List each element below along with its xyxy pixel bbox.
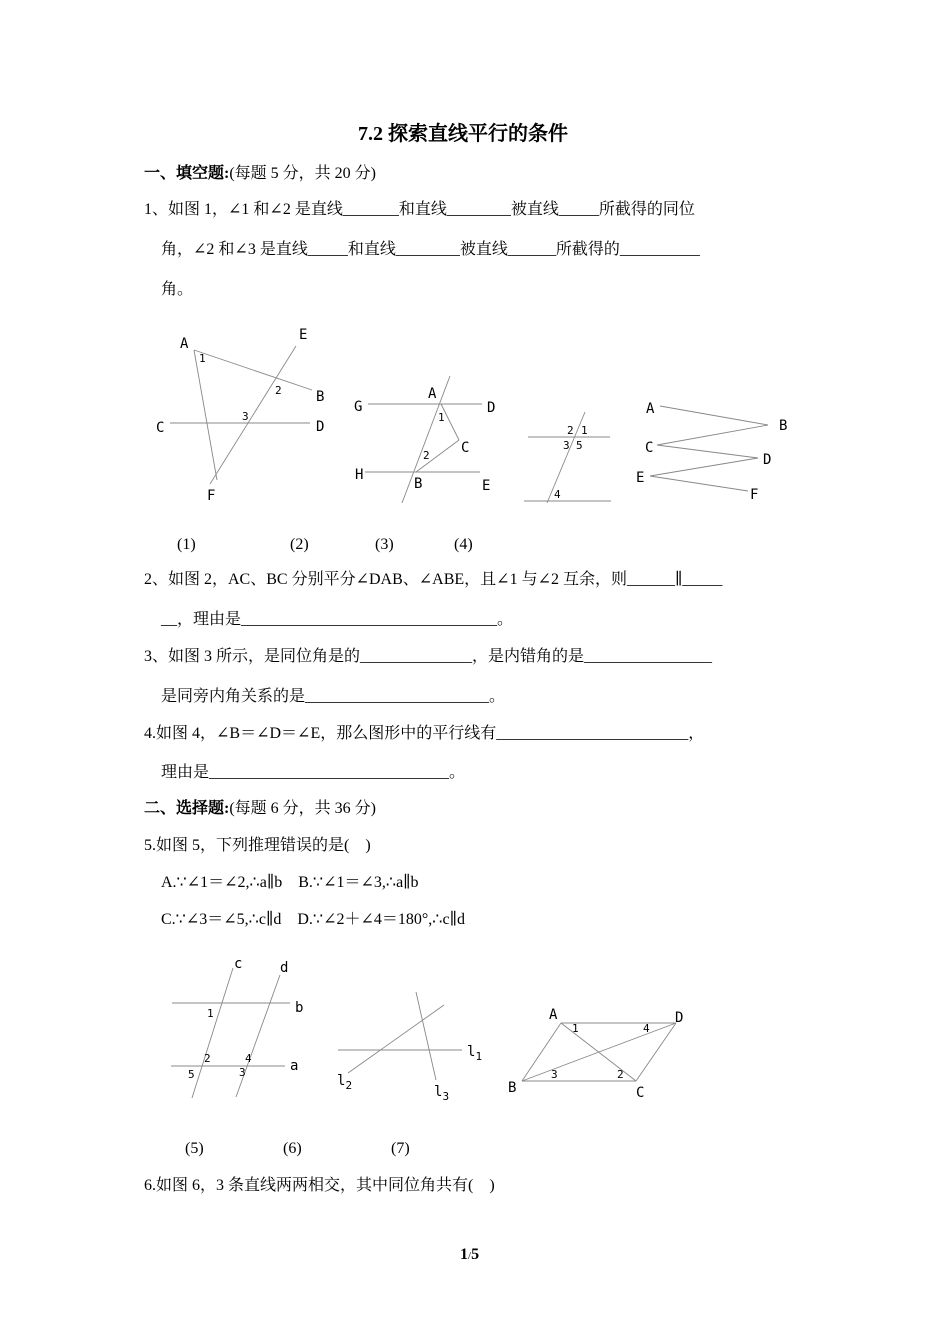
fig2-label-g: G [354, 399, 363, 415]
q6-stem: 6.如图 6，3 条直线两两相交，其中同位角共有( ) [144, 1177, 495, 1194]
figure-1 [156, 327, 324, 504]
fig4-label-d: D [763, 452, 772, 468]
caption-fig2: (2) [290, 536, 309, 553]
fig6-label-l1 [467, 1044, 482, 1063]
fig7-label-c: C [636, 1085, 645, 1101]
fig3-angle-3: 3 [563, 439, 570, 452]
fig4-label-b: B [779, 418, 788, 434]
fig1-label-a: A [180, 336, 189, 352]
line-de [650, 458, 758, 476]
transversal [547, 412, 585, 503]
q4-line1: 4.如图 4，∠B＝∠D＝∠E，那么图形中的平行线有________________________， [144, 725, 705, 742]
line-cd [657, 445, 758, 458]
fig7-angle-2: 2 [617, 1068, 624, 1081]
fig4-label-f: F [750, 487, 759, 503]
q3-line2: 是同旁内角关系的是_______________________。 [161, 688, 506, 705]
fig5-angle-2: 2 [204, 1052, 211, 1065]
q1-line1: 1、如图 1，∠1 和∠2 是直线_______和直线________被直线_____所截得的同位 [144, 201, 695, 218]
caption-fig3: (3) [375, 536, 394, 553]
q1-line2: 角，∠2 和∠3 是直线_____和直线________被直线______所截得的__________ [161, 241, 700, 258]
fig1-label-c: C [156, 420, 165, 436]
q4-line2: 理由是______________________________。 [161, 764, 466, 781]
fig3-angle-1: 1 [581, 424, 588, 437]
fig2-angle-2: 2 [423, 449, 430, 462]
fig5-angle-5: 5 [188, 1068, 195, 1081]
line-ef [650, 476, 748, 491]
line-dc [636, 1023, 676, 1081]
line-l2 [348, 1005, 444, 1073]
fig2-label-a: A [428, 386, 437, 402]
fig4-label-e: E [636, 470, 645, 486]
fig5-angle-1: 1 [207, 1007, 214, 1020]
caption-fig1: (1) [177, 536, 196, 553]
section-2-note: (每题 6 分，共 36 分) [229, 800, 377, 817]
fig7-angle-4: 4 [643, 1022, 650, 1035]
page-number [460, 1245, 479, 1266]
line-af [194, 350, 217, 480]
q1-line3: 角。 [161, 281, 194, 298]
fig6-label-l3 [434, 1084, 449, 1103]
q5-options-ab: A.∵∠1＝∠2,∴a∥b B.∵∠1＝∠3,∴a∥b [161, 874, 419, 891]
fig5-label-d: d [280, 960, 289, 976]
fig1-label-b: B [316, 389, 325, 405]
caption-fig4: (4) [454, 536, 473, 553]
figure-7 [508, 1007, 683, 1101]
fig7-label-a: A [549, 1007, 558, 1023]
figure-4 [636, 401, 787, 503]
page-title: 7.2 探索直线平行的条件 [358, 123, 568, 145]
section-2-header [144, 799, 376, 819]
l3-base: l [434, 1084, 443, 1100]
fig5-label-c: c [234, 956, 243, 972]
fig5-angle-3: 3 [239, 1066, 246, 1079]
l2-subscript: 2 [345, 1079, 353, 1092]
q5-options-cd: C.∵∠3＝∠5,∴c∥d D.∵∠2＋∠4＝180°,∴c∥d [161, 911, 465, 928]
figure-2 [354, 376, 495, 503]
diagonal-bd [522, 1023, 676, 1081]
line-ab [194, 350, 312, 390]
l1-base: l [467, 1044, 476, 1060]
fig1-angle-3: 3 [242, 410, 249, 423]
caption-fig6: (6) [283, 1140, 302, 1157]
q3-line1: 3、如图 3 所示，是同位角是的______________，是内错角的是________________ [144, 648, 713, 665]
line-ab [660, 406, 768, 425]
line-bc [657, 425, 768, 445]
fig2-angle-1: 1 [438, 411, 445, 424]
fig5-label-a: a [290, 1058, 299, 1074]
figure-3 [524, 412, 611, 503]
fig3-angle-2: 2 [567, 424, 574, 437]
caption-fig5: (5) [185, 1140, 204, 1157]
line-l3 [416, 992, 436, 1080]
fig1-angle-2: 2 [275, 384, 282, 397]
fig1-label-f: F [207, 488, 216, 504]
fig2-label-b: B [414, 476, 423, 492]
q2-line1: 2、如图 2，AC、BC 分别平分∠DAB、∠ABE，且∠1 与∠2 互余，则______∥_____ [144, 571, 723, 588]
fig4-label-c: C [645, 440, 654, 456]
caption-fig7: (7) [391, 1140, 410, 1157]
q2-line2: __，理由是________________________________。 [161, 611, 514, 628]
section-1-label: 一、填空题: [144, 165, 230, 182]
fig7-label-b: B [508, 1080, 517, 1096]
line-c [192, 968, 233, 1098]
fig7-angle-3: 3 [551, 1068, 558, 1081]
fig3-angle-5: 5 [576, 439, 583, 452]
page-current: 1 [460, 1246, 468, 1263]
l2-base: l [337, 1073, 346, 1089]
q5-stem: 5.如图 5，下列推理错误的是( ) [144, 837, 371, 854]
l3-subscript: 3 [442, 1090, 450, 1103]
transversal-ab [402, 376, 450, 503]
fig7-angle-1: 1 [572, 1022, 579, 1035]
fig6-label-l2 [337, 1073, 352, 1092]
fig2-label-c: C [461, 440, 470, 456]
figure-6 [337, 992, 482, 1103]
fig2-label-d: D [487, 400, 496, 416]
figure-5 [171, 956, 303, 1098]
fig1-label-d: D [316, 419, 325, 435]
fig7-label-d: D [675, 1010, 684, 1026]
section-2-label: 二、选择题: [144, 800, 230, 817]
fig3-angle-4: 4 [554, 488, 561, 501]
fig5-angle-4: 4 [245, 1052, 252, 1065]
l1-subscript: 1 [475, 1050, 483, 1063]
line-ef [210, 346, 296, 484]
fig4-label-a: A [646, 401, 655, 417]
fig2-label-e: E [482, 478, 491, 494]
section-1-note: (每题 5 分，共 20 分) [229, 165, 377, 182]
fig1-label-e: E [299, 327, 308, 343]
fig1-angle-1: 1 [199, 352, 206, 365]
page-total: 5 [471, 1246, 480, 1263]
fig2-label-h: H [355, 467, 364, 483]
fig5-label-b: b [295, 1000, 304, 1016]
page-separator: / [468, 1250, 472, 1262]
